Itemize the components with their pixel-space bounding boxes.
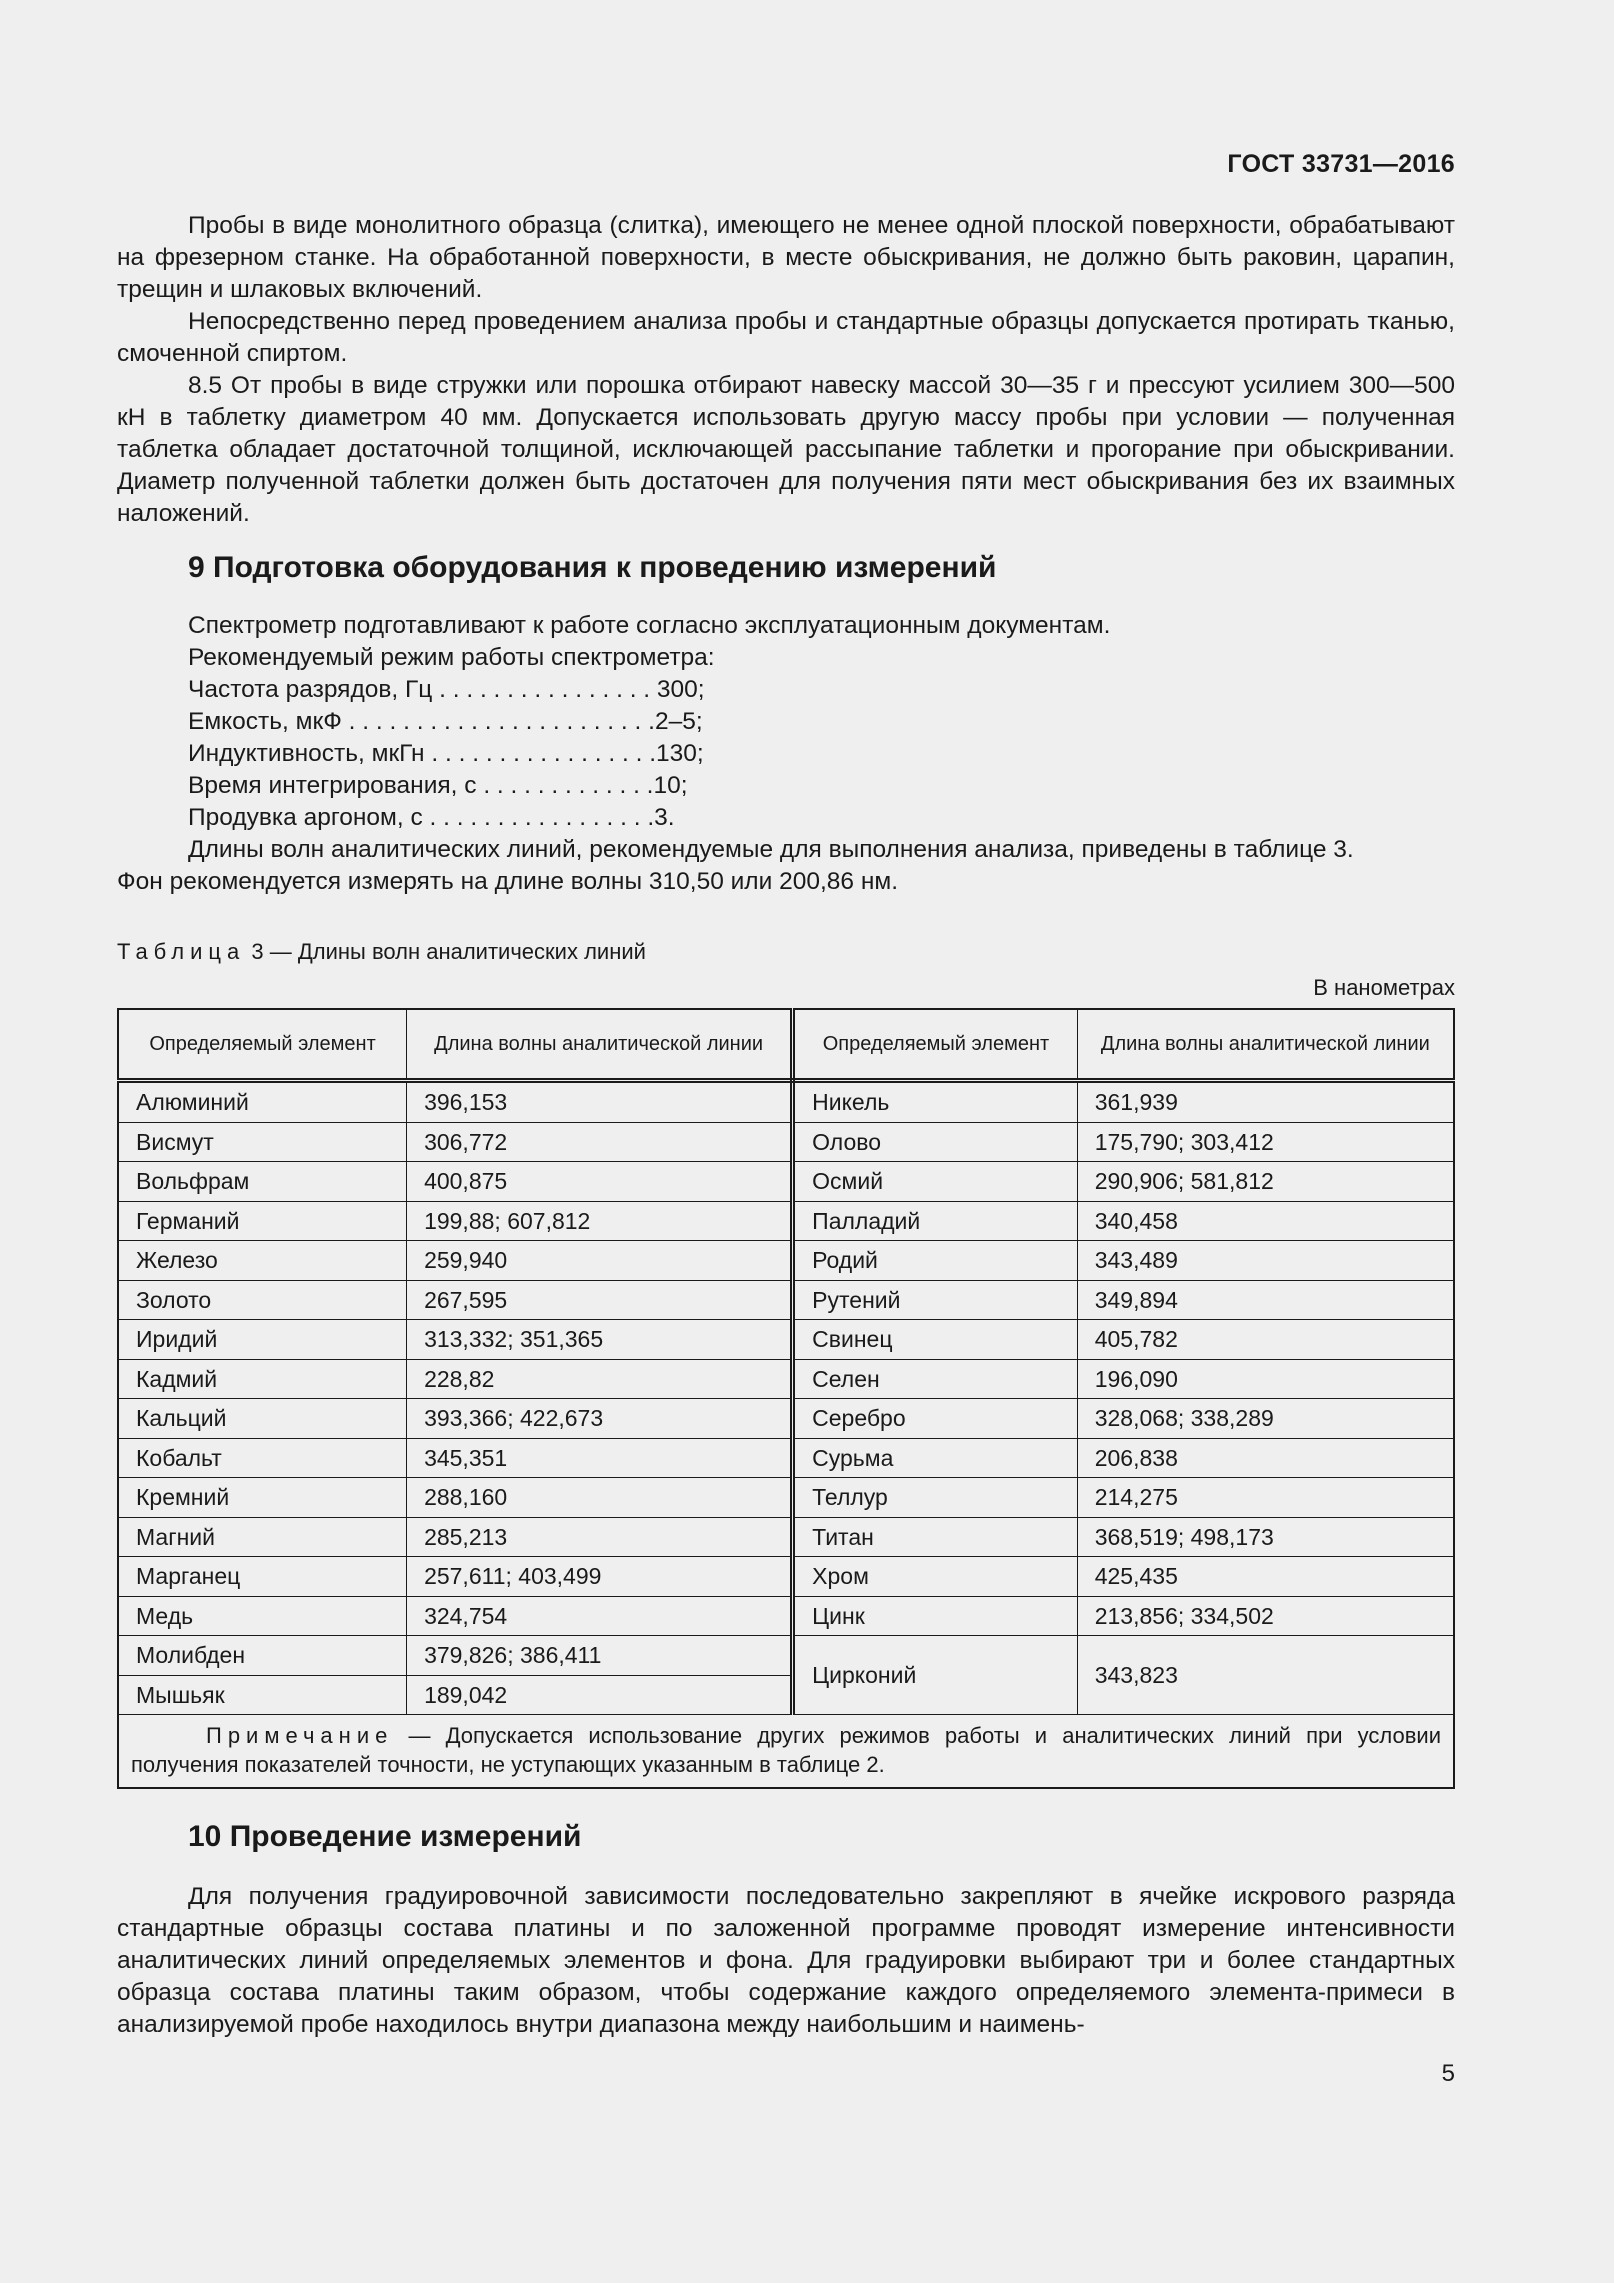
table-row [118,1081,1454,1123]
table-caption-text: 3 — Длины волн аналитических линий [245,939,646,964]
column-header: Длина волны аналитической линии [1077,1009,1454,1081]
element-cell: Магний [118,1517,407,1557]
wavelength-cell: 313,332; 351,365 [407,1320,793,1360]
element-cell: Вольфрам [118,1162,407,1202]
element-cell: Серебро [793,1399,1078,1439]
wavelength-cell: 425,435 [1077,1557,1454,1597]
wavelength-cell: 349,894 [1077,1280,1454,1320]
element-cell: Палладий [793,1201,1078,1241]
table-row [118,1162,1454,1202]
table-units: В нанометрах [1313,975,1455,1000]
paragraph: Длины волн аналитических линий, рекомендуемые для выполнения анализа, приведены в таблице 3. [188,836,1354,863]
element-cell: Кремний [118,1478,407,1518]
table-row [118,1201,1454,1241]
wavelength-cell: 343,489 [1077,1241,1454,1281]
table-row [118,1636,1454,1676]
table-row [118,1280,1454,1320]
wavelength-cell: 257,611; 403,499 [407,1557,793,1597]
element-cell: Родий [793,1241,1078,1281]
element-cell: Кадмий [118,1359,407,1399]
wavelength-cell: 213,856; 334,502 [1077,1596,1454,1636]
wavelength-cell: 379,826; 386,411 [407,1636,793,1676]
table-row [118,1557,1454,1597]
element-cell: Свинец [793,1320,1078,1360]
element-cell: Олово [793,1122,1078,1162]
page-number: 5 [1441,2060,1455,2087]
wavelength-cell: 288,160 [407,1478,793,1518]
paragraph: Для получения градуировочной зависимости последовательно закрепляют в ячейке искрового разряда стандартные образцы состава платины и по заложенной программе проводят измерение интенсивности аналитических линий определяемых элементов и фона. Для градуировки выбирают три и более стандартных образца состава платины таким образом, чтобы содержание каждого определяемого элемента-примеси в анализируемой пробе находилось внутри диапазона между наибольшим и наимень- [117,1883,1455,2038]
element-cell: Селен [793,1359,1078,1399]
paragraph: 8.5 От пробы в виде стружки или порошка отбирают навеску массой 30—35 г и прессуют усилием 300—500 кН в таблетку диаметром 40 мм. Допускается использовать другую массу пробы при условии — полученная таблетка обладает достаточной толщиной, исключающей рассыпание таблетки и прогорание при обыскривании. Диаметр полученной таблетки должен быть достаточен для получения пяти мест обыскривания без их взаимных наложений. [117,372,1455,527]
table-row [118,1241,1454,1281]
wavelength-cell: 189,042 [407,1675,793,1715]
element-cell: Германий [118,1201,407,1241]
wavelength-cell: 393,366; 422,673 [407,1399,793,1439]
spectrometer-settings [117,610,1455,834]
element-cell: Золото [118,1280,407,1320]
wavelength-cell: 290,906; 581,812 [1077,1162,1454,1202]
wavelength-table [117,1008,1455,1789]
section-heading: 10 Проведение измерений [188,1820,582,1853]
wavelength-cell: 175,790; 303,412 [1077,1122,1454,1162]
table-row [118,1438,1454,1478]
element-cell: Иридий [118,1320,407,1360]
element-cell: Титан [793,1517,1078,1557]
wavelength-cell: 214,275 [1077,1478,1454,1518]
wavelength-cell: 196,090 [1077,1359,1454,1399]
column-header: Определяемый элемент [793,1009,1078,1081]
settings-mode-label: Рекомендуемый режим работы спектрометра: [188,644,715,671]
page-content [117,210,1455,2041]
element-cell: Рутений [793,1280,1078,1320]
table-row [118,1359,1454,1399]
element-cell: Осмий [793,1162,1078,1202]
wavelength-cell: 345,351 [407,1438,793,1478]
setting-line: Время интегрирования, с . . . . . . . . . . . . .10; [188,772,688,799]
element-cell: Теллур [793,1478,1078,1518]
wavelength-cell: 396,153 [407,1081,793,1123]
element-cell: Сурьма [793,1438,1078,1478]
setting-line: Емкость, мкФ . . . . . . . . . . . . . . . . . . . . . . .2–5; [188,708,703,735]
element-cell: Молибден [118,1636,407,1676]
wavelength-cell: 340,458 [1077,1201,1454,1241]
table-row [118,1478,1454,1518]
paragraph: Фон рекомендуется измерять на длине волны 310,50 или 200,86 нм. [117,868,899,895]
table-header-row [118,1009,1454,1081]
wavelength-cell: 343,823 [1077,1636,1454,1715]
setting-line: Частота разрядов, Гц . . . . . . . . . . . . . . . . 300; [188,676,705,703]
element-cell: Висмут [118,1122,407,1162]
column-header: Определяемый элемент [118,1009,407,1081]
wavelength-cell: 199,88; 607,812 [407,1201,793,1241]
table-caption-label: Таблица [117,939,246,964]
table-row [118,1517,1454,1557]
table-row [118,1399,1454,1439]
wavelength-cell: 405,782 [1077,1320,1454,1360]
wavelength-cell: 361,939 [1077,1081,1454,1123]
section-heading: 9 Подготовка оборудования к проведению измерений [188,551,997,584]
note-label: Примечание [206,1723,394,1748]
table-note-row [118,1715,1454,1789]
table-caption [117,938,1455,966]
table-note [118,1715,1454,1789]
wavelength-cell: 400,875 [407,1162,793,1202]
element-cell: Медь [118,1596,407,1636]
element-cell: Кобальт [118,1438,407,1478]
settings-intro: Спектрометр подготавливают к работе согласно эксплуатационным документам. [188,612,1111,639]
standard-code: ГОСТ 33731—2016 [1227,150,1455,178]
element-cell: Цинк [793,1596,1078,1636]
wavelength-cell: 267,595 [407,1280,793,1320]
wavelength-cell: 328,068; 338,289 [1077,1399,1454,1439]
wavelength-cell: 228,82 [407,1359,793,1399]
setting-line: Продувка аргоном, с . . . . . . . . . . . . . . . . .3. [188,804,675,831]
setting-line: Индуктивность, мкГн . . . . . . . . . . . . . . . . .130; [188,740,704,767]
wavelength-cell: 285,213 [407,1517,793,1557]
element-cell: Марганец [118,1557,407,1597]
table-row [118,1320,1454,1360]
element-cell: Мышьяк [118,1675,407,1715]
element-cell: Хром [793,1557,1078,1597]
element-cell: Железо [118,1241,407,1281]
note-text: — Допускается использование других режимов работы и аналитических линий при условии получения показателей точности, не уступающих указанным в таблице 2. [131,1723,1441,1777]
wavelength-cell: 368,519; 498,173 [1077,1517,1454,1557]
wavelength-cell: 324,754 [407,1596,793,1636]
wavelength-cell: 306,772 [407,1122,793,1162]
paragraph: Пробы в виде монолитного образца (слитка), имеющего не менее одной плоской поверхности, обрабатывают на фрезерном станке. На обработанной поверхности, в месте обыскривания, не должно быть раковин, царапин, трещин и шлаковых включений. [117,212,1455,303]
table-row [118,1122,1454,1162]
element-cell: Алюминий [118,1081,407,1123]
wavelength-cell: 259,940 [407,1241,793,1281]
element-cell: Кальций [118,1399,407,1439]
table-row [118,1596,1454,1636]
wavelength-cell: 206,838 [1077,1438,1454,1478]
element-cell: Цирконий [793,1636,1078,1715]
column-header: Длина волны аналитической линии [407,1009,793,1081]
element-cell: Никель [793,1081,1078,1123]
paragraph: Непосредственно перед проведением анализа пробы и стандартные образцы допускается протирать тканью, смоченной спиртом. [117,308,1455,367]
